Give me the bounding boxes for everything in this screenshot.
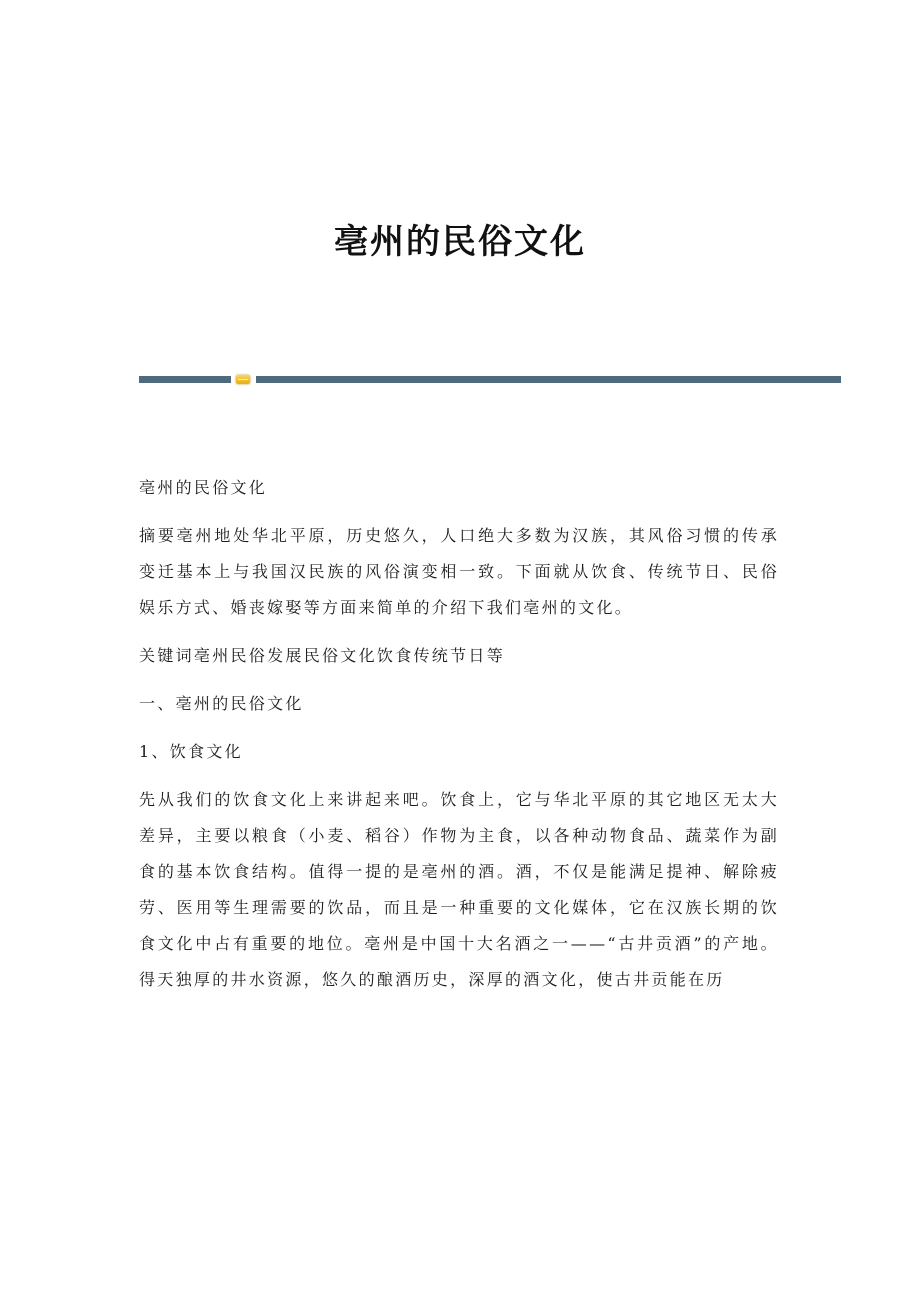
divider-ornament-icon — [236, 375, 250, 384]
subsection-heading: 1、饮食文化 — [139, 742, 243, 761]
divider-bar-right — [256, 376, 841, 383]
title-divider — [139, 375, 841, 384]
subtitle-heading: 亳州的民俗文化 — [139, 478, 268, 497]
document-title: 亳州的民俗文化 — [334, 222, 586, 262]
abstract-paragraph: 摘要亳州地处华北平原，历史悠久，人口绝大多数为汉族，其风俗习惯的传承变迁基本上与我国汉民族的风俗演变相一致。下面就从饮食、传统节日、民俗娱乐方式、婚丧嫁娶等方面来简单的介绍下我们亳州的文化。 — [139, 526, 779, 617]
divider-bar-left — [139, 376, 231, 383]
section-heading: 一、亳州的民俗文化 — [139, 694, 304, 713]
document-body — [139, 470, 779, 1010]
keywords-line: 关键词亳州民俗发展民俗文化饮食传统节日等 — [139, 646, 506, 665]
body-paragraph: 先从我们的饮食文化上来讲起来吧。饮食上，它与华北平原的其它地区无太大差异，主要以粮食（小麦、稻谷）作物为主食，以各种动物食品、蔬菜作为副食的基本饮食结构。值得一提的是亳州的酒。酒，不仅是能满足提神、解除疲劳、医用等生理需要的饮品，而且是一种重要的文化媒体，它在汉族长期的饮食文化中占有重要的地位。亳州是中国十大名酒之一——“古井贡酒”的产地。得天独厚的井水资源，悠久的酿酒历史，深厚的酒文化，使古井贡能在历 — [139, 790, 779, 989]
